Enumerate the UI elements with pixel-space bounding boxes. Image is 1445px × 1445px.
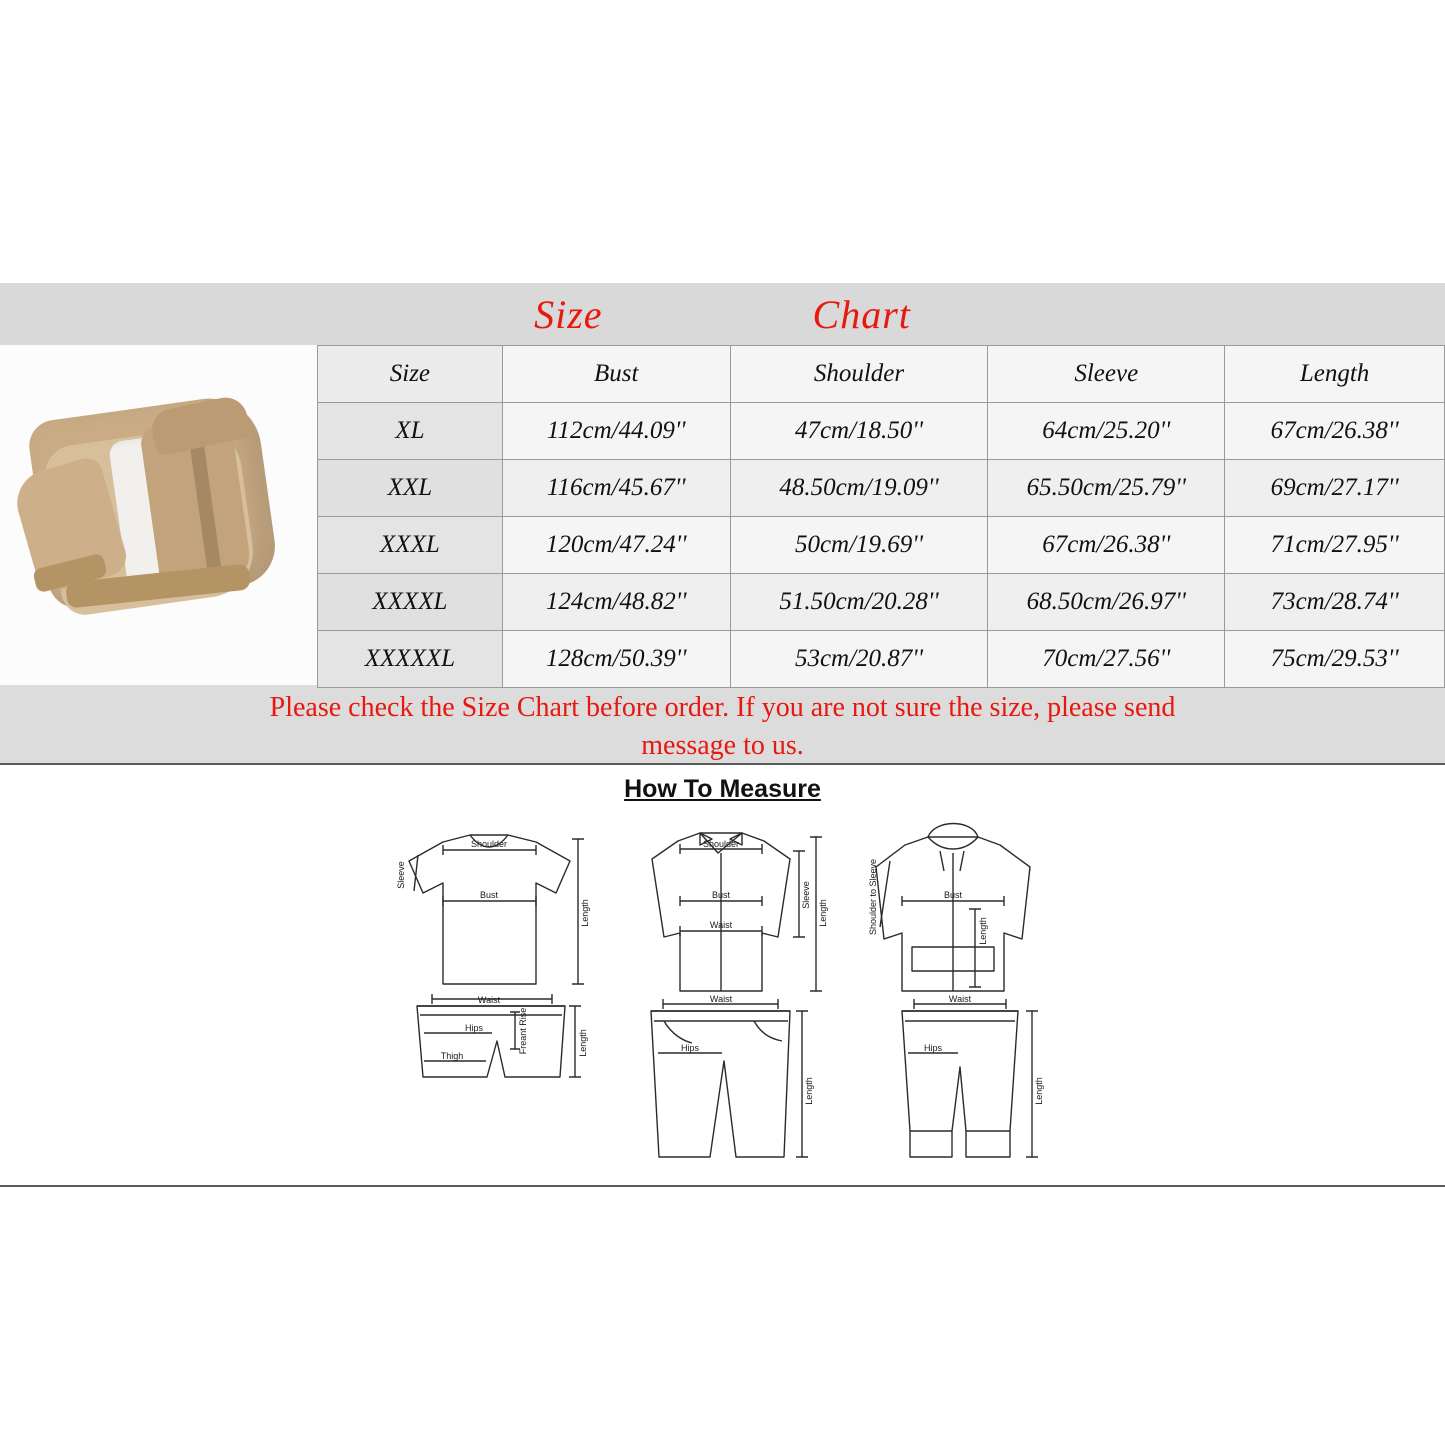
cell-sleeve: 68.50cm/26.97'': [988, 574, 1225, 631]
label-bust: Bust: [479, 890, 499, 900]
table-row: [318, 631, 1445, 688]
title-word-chart: Chart: [812, 291, 911, 337]
label-bust: Bust: [943, 890, 963, 900]
table-row: [318, 460, 1445, 517]
cell-length: 71cm/27.95'': [1225, 517, 1445, 574]
how-to-measure-card: [0, 763, 1445, 1187]
cell-sleeve: 65.50cm/25.79'': [988, 460, 1225, 517]
col-header-shoulder: Shoulder: [730, 346, 988, 403]
cell-size: XXXL: [318, 517, 503, 574]
table-row: [318, 403, 1445, 460]
label-thigh: Thigh: [440, 1051, 464, 1061]
notice-line-1: Please check the Size Chart before order. If you are not sure the size, please send: [269, 692, 1176, 723]
col-header-size: Size: [318, 346, 503, 403]
notice-line-2: message to us.: [641, 730, 804, 761]
table-row: [318, 574, 1445, 631]
cell-bust: 116cm/45.67'': [502, 460, 730, 517]
product-image: [0, 345, 317, 685]
col-header-bust: Bust: [502, 346, 730, 403]
label-sleeve: Sleeve: [396, 861, 406, 889]
cell-shoulder: 51.50cm/20.28'': [730, 574, 988, 631]
label-waist: Waist: [477, 995, 501, 1005]
cell-bust: 120cm/47.24'': [502, 517, 730, 574]
table-header-row: [318, 346, 1445, 403]
cell-sleeve: 64cm/25.20'': [988, 403, 1225, 460]
label-hips: Hips: [464, 1023, 484, 1033]
label-shoulder-to-sleeve: Shoulder to Sleeve: [868, 858, 878, 936]
title-word-size: Size: [534, 291, 603, 337]
measure-diagrams: [0, 809, 1445, 1185]
label-hips: Hips: [923, 1043, 943, 1053]
label-shoulder: Shoulder: [702, 839, 740, 849]
size-chart-card: [0, 283, 1445, 763]
cell-shoulder: 50cm/19.69'': [730, 517, 988, 574]
label-length: Length: [818, 899, 828, 927]
label-shoulder: Shoulder: [470, 839, 508, 849]
cell-length: 69cm/27.17'': [1225, 460, 1445, 517]
cell-size: XXL: [318, 460, 503, 517]
cell-size: XXXXXL: [318, 631, 503, 688]
cell-shoulder: 47cm/18.50'': [730, 403, 988, 460]
label-sleeve: Sleeve: [801, 881, 811, 909]
cell-sleeve: 67cm/26.38'': [988, 517, 1225, 574]
cell-length: 67cm/26.38'': [1225, 403, 1445, 460]
size-notice: [0, 685, 1445, 763]
label-length: Length: [578, 1029, 588, 1057]
label-length: Length: [804, 1077, 814, 1105]
cell-bust: 112cm/44.09'': [502, 403, 730, 460]
label-length: Length: [1034, 1077, 1044, 1105]
label-length: Length: [978, 917, 988, 945]
how-to-measure-title: How To Measure: [624, 775, 821, 803]
label-waist: Waist: [948, 994, 972, 1004]
label-waist: Waist: [709, 920, 733, 930]
label-hips: Hips: [680, 1043, 700, 1053]
label-waist: Waist: [709, 994, 733, 1004]
cell-bust: 124cm/48.82'': [502, 574, 730, 631]
cell-length: 73cm/28.74'': [1225, 574, 1445, 631]
size-table: [317, 345, 1445, 688]
cell-length: 75cm/29.53'': [1225, 631, 1445, 688]
cell-shoulder: 53cm/20.87'': [730, 631, 988, 688]
col-header-sleeve: Sleeve: [988, 346, 1225, 403]
cell-size: XL: [318, 403, 503, 460]
col-header-length: Length: [1225, 346, 1445, 403]
table-row: [318, 517, 1445, 574]
label-front-rise: Freant Rise: [518, 1007, 528, 1055]
size-chart-body: [0, 345, 1445, 685]
cell-shoulder: 48.50cm/19.09'': [730, 460, 988, 517]
cell-bust: 128cm/50.39'': [502, 631, 730, 688]
label-length: Length: [580, 899, 590, 927]
size-chart-title: [0, 283, 1445, 345]
cell-size: XXXXL: [318, 574, 503, 631]
cell-sleeve: 70cm/27.56'': [988, 631, 1225, 688]
label-bust: Bust: [711, 890, 731, 900]
